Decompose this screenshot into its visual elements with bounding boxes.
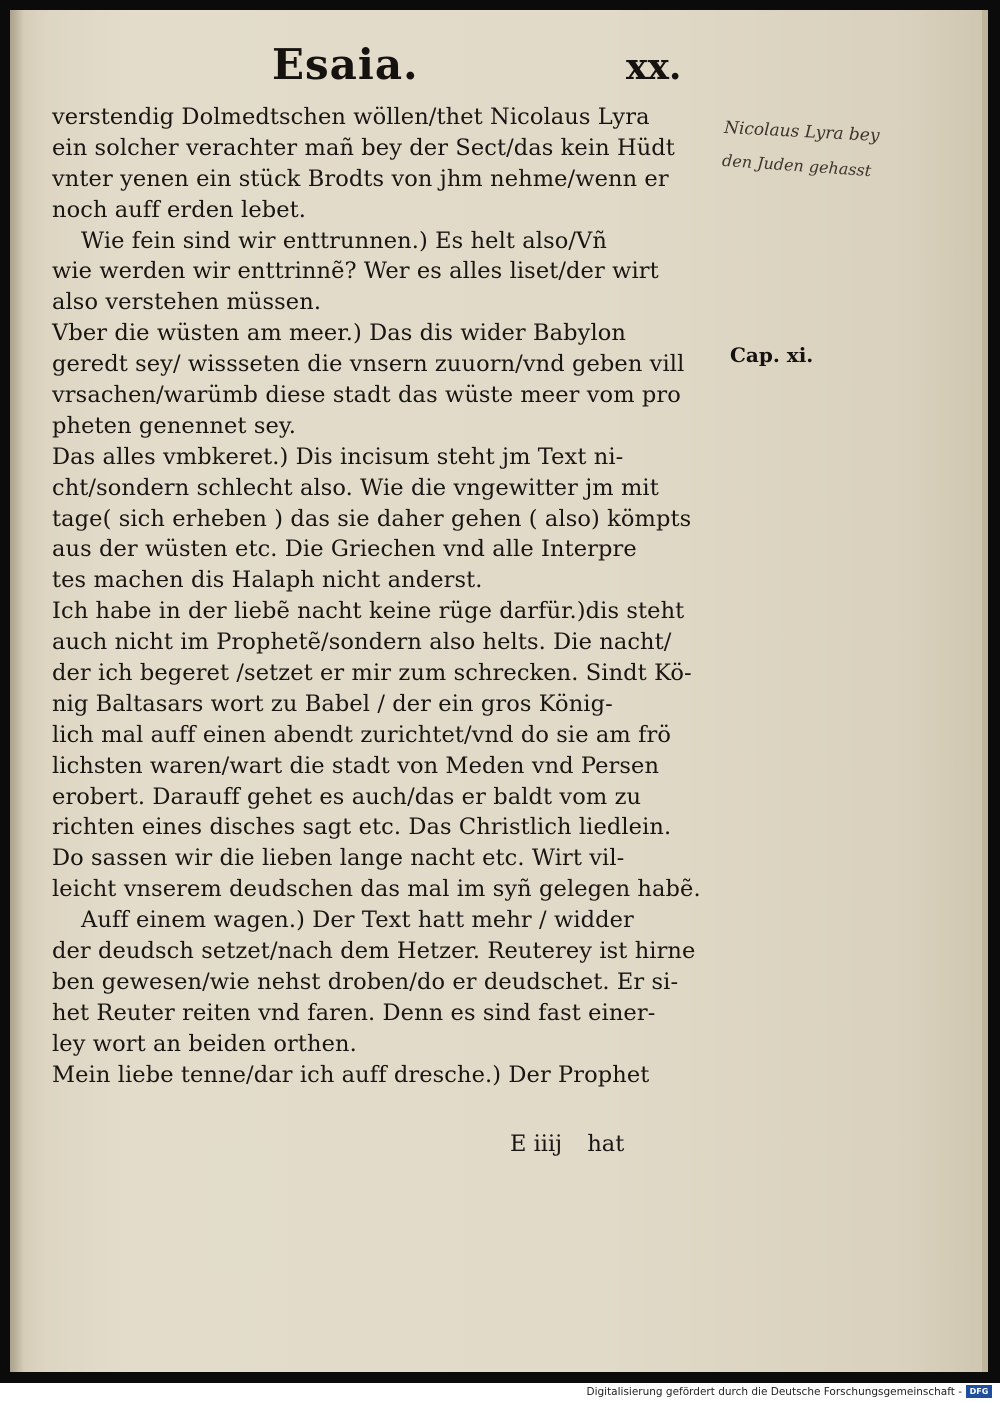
body-text xyxy=(52,102,728,1091)
catchword-line xyxy=(510,1131,730,1157)
text-line: cht/sondern schlecht also. Wie die vngewitter jm mit xyxy=(52,474,659,501)
book-page xyxy=(10,10,988,1372)
text-line: het Reuter reiten vnd faren. Denn es sind fast einer- xyxy=(52,999,656,1026)
text-line: Vber die wüsten am meer.) Das dis wider Babylon xyxy=(52,320,627,347)
text-line: auch nicht im Prophetẽ/sondern also helts. Die nacht/ xyxy=(52,629,672,656)
page-outer-edge xyxy=(982,10,988,1372)
text-line: ben gewesen/wie nehst droben/do er deudschet. Er si- xyxy=(52,968,679,995)
text-line: ein solcher verachter mañ bey der Sect/das kein Hüdt xyxy=(52,134,675,161)
text-line: aus der wüsten etc. Die Griechen vnd alle Interpre xyxy=(52,536,637,563)
text-line: lich mal auff einen abendt zurichtet/vnd do sie am frö xyxy=(52,721,671,748)
text-line: tes machen dis Halaph nicht anderst. xyxy=(52,567,483,594)
text-line: Ich habe in der liebẽ nacht keine rüge darfür.)dis steht xyxy=(52,598,685,625)
text-line: vnter yenen ein stück Brodts von jhm nehme/wenn er xyxy=(52,165,669,192)
text-line: pheten genennet sey. xyxy=(52,412,296,439)
dfg-logo: DFG xyxy=(966,1385,992,1398)
running-head-title: Esaia. xyxy=(272,40,419,89)
funding-credit: Digitalisierung gefördert durch die Deutsche Forschungsgemeinschaft - xyxy=(586,1386,962,1398)
handwritten-note-line-1: Nicolaus Lyra bey xyxy=(723,117,880,147)
text-line: tage( sich erheben ) das sie daher gehen ( also) kömpts xyxy=(52,505,692,532)
signature-mark: E iiij xyxy=(510,1131,563,1157)
text-line: also verstehen müssen. xyxy=(52,289,322,316)
handwritten-note-line-2: den Juden gehasst xyxy=(721,150,872,181)
text-line: erobert. Darauff gehet es auch/das er baldt vom zu xyxy=(52,783,642,810)
page-gutter-shadow xyxy=(10,10,24,1372)
text-line: der ich begeret /setzet er mir zum schrecken. Sindt Kö- xyxy=(52,660,692,687)
text-line: richten eines disches sagt etc. Das Christlich liedlein. xyxy=(52,814,672,841)
chapter-reference: Cap. xi. xyxy=(730,343,814,367)
text-line: noch auff erden lebet. xyxy=(52,196,307,223)
text-line: Wie fein sind wir enttrunnen.) Es helt also/Vñ xyxy=(52,227,607,254)
text-line: der deudsch setzet/nach dem Hetzer. Reuterey ist hirne xyxy=(52,938,696,965)
text-line: Mein liebe tenne/dar ich auff dresche.) Der Prophet xyxy=(52,1061,650,1088)
text-line: geredt sey/ wissseten die vnsern zuuorn/vnd geben vill xyxy=(52,351,685,378)
text-line: verstendig Dolmedtschen wöllen/thet Nicolaus Lyra xyxy=(52,104,650,130)
catchword: hat xyxy=(587,1131,625,1157)
text-line: Auff einem wagen.) Der Text hatt mehr / widder xyxy=(52,907,634,934)
text-line: leicht vnserem deudschen das mal im syñ gelegen habẽ. xyxy=(52,876,701,903)
folio-number: xx. xyxy=(626,46,682,88)
text-line: Do sassen wir die lieben lange nacht etc. Wirt vil- xyxy=(52,845,625,872)
text-line: ley wort an beiden orthen. xyxy=(52,1030,357,1057)
text-line: nig Baltasars wort zu Babel / der ein gros König- xyxy=(52,690,613,717)
text-line: vrsachen/warümb diese stadt das wüste meer vom pro xyxy=(52,382,681,409)
text-line: lichsten waren/wart die stadt von Meden vnd Persen xyxy=(52,752,660,779)
text-line: wie werden wir enttrinnẽ? Wer es alles liset/der wirt xyxy=(52,258,659,285)
text-line: Das alles vmbkeret.) Dis incisum steht jm Text ni- xyxy=(52,443,624,470)
